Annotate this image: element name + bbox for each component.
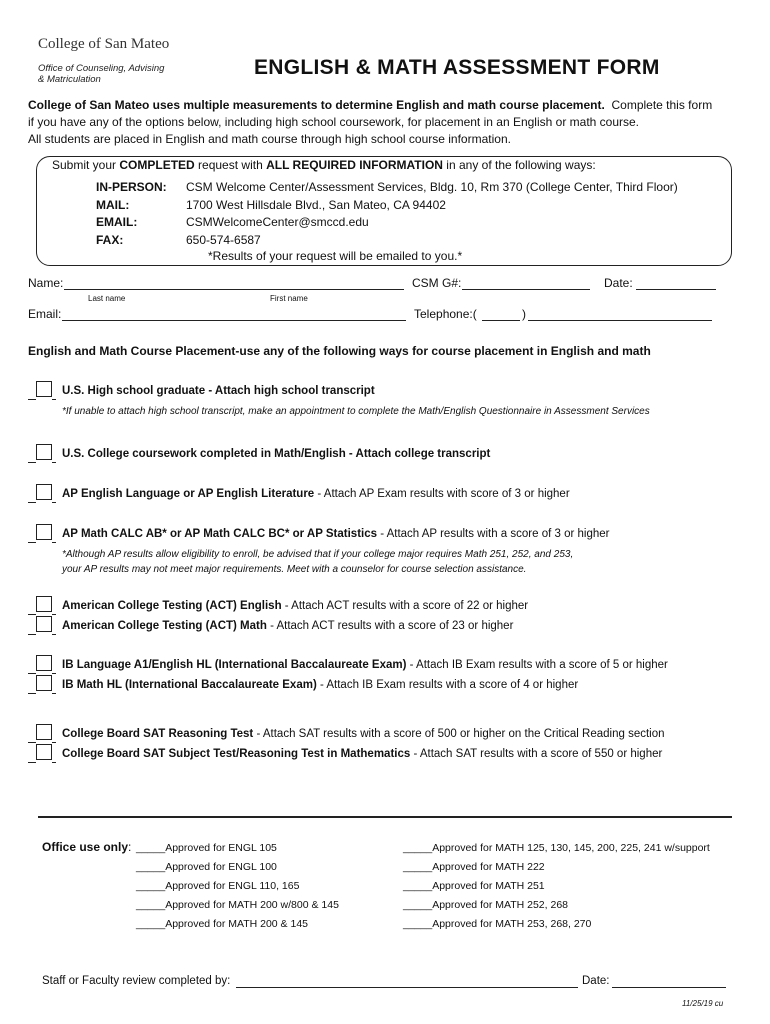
method-label-fax: FAX: (96, 233, 124, 247)
intro-bold: College of San Mateo uses multiple measurements to determine English and math course placement. (28, 98, 605, 112)
office-left-0-blank: _____ (136, 842, 166, 854)
office-left-3-blank: _____ (136, 899, 166, 911)
submit-mid: request with (194, 158, 267, 172)
option-row-ap-math (28, 524, 56, 543)
name-label: Name: (28, 276, 64, 290)
method-label-mail: MAIL: (96, 198, 130, 212)
option-row-college (28, 444, 56, 463)
office-left-2[interactable] (136, 880, 299, 892)
option-ap-math-label: AP Math CALC AB* or AP Math CALC BC* or AP Statistics (62, 528, 378, 540)
section-divider (38, 816, 732, 818)
page-title: ENGLISH & MATH ASSESSMENT FORM (254, 56, 660, 79)
office-left-4-blank: _____ (136, 918, 166, 930)
office-left-4[interactable] (136, 918, 308, 930)
telephone-label: Telephone:( (414, 307, 477, 321)
office-right-1-blank: _____ (403, 861, 433, 873)
ib-english-checkbox[interactable] (36, 655, 52, 671)
office-left-3-label: Approved for MATH 200 w/800 & 145 (165, 899, 339, 911)
office-left-2-blank: _____ (136, 880, 166, 892)
option-sat-reasoning-text (62, 728, 665, 740)
intro-paragraph (28, 97, 748, 148)
option-row-ib-english (28, 655, 56, 674)
option-ib-math-label: IB Math HL (International Baccalaureate Exam) (62, 679, 317, 691)
option-act-math-text (62, 620, 513, 632)
hs-note: *If unable to attach high school transcript, make an appointment to complete the Math/English Questionnaire in Assessment Services (62, 406, 650, 417)
ap-note-line2: your AP results may not meet major requirements. Meet with a counselor for course selection assistance. (62, 564, 527, 575)
ib-math-checkbox[interactable] (36, 675, 52, 691)
staff-review-label: Staff or Faculty review completed by: (42, 975, 231, 987)
submit-completed: COMPLETED (119, 158, 195, 172)
email-field[interactable] (62, 305, 406, 321)
intro-line3: All students are placed in English and math course through high school course information. (28, 132, 511, 146)
office-right-3[interactable] (403, 899, 568, 911)
option-college-text (62, 448, 490, 460)
option-sat-math-text (62, 748, 662, 760)
intro-line1-rest: Complete this form (611, 98, 713, 112)
first-name-hint: First name (270, 294, 308, 303)
office-left-3[interactable] (136, 899, 339, 911)
option-row-ib-math (28, 675, 56, 694)
office-left-4-label: Approved for MATH 200 & 145 (165, 918, 308, 930)
staff-review-field[interactable] (236, 973, 578, 988)
option-row-sat-reasoning (28, 724, 56, 743)
office-left-1[interactable] (136, 861, 277, 873)
footer-date-label: Date: (582, 975, 610, 987)
ap-english-checkbox[interactable] (36, 484, 52, 500)
date-field[interactable] (636, 274, 716, 290)
office-left-0[interactable] (136, 842, 277, 854)
ap-math-checkbox[interactable] (36, 524, 52, 540)
option-act-english-text (62, 600, 528, 612)
office-use-colon: : (128, 840, 132, 854)
office-right-1[interactable] (403, 861, 545, 873)
office-right-0[interactable] (403, 842, 710, 854)
option-ap-english-detail: - Attach AP Exam results with score of 3 or higher (314, 488, 570, 500)
option-ap-english-text (62, 488, 570, 500)
option-act-english-detail: - Attach ACT results with a score of 22 or higher (281, 600, 529, 612)
office-right-4[interactable] (403, 918, 591, 930)
telephone-paren: ) (522, 307, 526, 321)
submit-instructions (52, 158, 596, 172)
office-right-3-label: Approved for MATH 252, 268 (432, 899, 568, 911)
ap-note-line1: *Although AP results allow eligibility to enroll, be advised that if your college major requires Math 251, 252, and 253, (62, 549, 574, 560)
option-college-label: U.S. College coursework completed in Math/English - Attach college transcript (62, 448, 491, 460)
sat-math-checkbox[interactable] (36, 744, 52, 760)
csm-id-label: CSM G#: (412, 276, 462, 290)
option-sat-reasoning-label: College Board SAT Reasoning Test (62, 728, 254, 740)
area-code-field[interactable] (482, 305, 520, 321)
method-value-email[interactable]: CSMWelcomeCenter@smccd.edu (186, 215, 369, 229)
office-right-1-label: Approved for MATH 222 (432, 861, 545, 873)
results-footnote: *Results of your request will be emailed to you.* (208, 249, 463, 263)
office-right-4-label: Approved for MATH 253, 268, 270 (432, 918, 592, 930)
last-name-hint: Last name (88, 294, 126, 303)
option-row-ap-english (28, 484, 56, 503)
option-ap-math-text (62, 528, 609, 540)
option-row-hs (28, 381, 56, 400)
office-use-label: Office use only (42, 840, 129, 854)
method-value-mail: 1700 West Hillsdale Blvd., San Mateo, CA 94402 (186, 198, 446, 212)
office-right-2[interactable] (403, 880, 545, 892)
office-right-2-blank: _____ (403, 880, 433, 892)
option-ib-english-detail: - Attach IB Exam results with a score of 5 or higher (406, 659, 668, 671)
option-act-math-detail: - Attach ACT results with a score of 23 or higher (266, 620, 514, 632)
option-sat-reasoning-detail: - Attach SAT results with a score of 500 or higher on the Critical Reading section (253, 728, 665, 740)
intro-line2: if you have any of the options below, including high school coursework, for placement in an English or math course. (28, 115, 640, 129)
option-ib-english-text (62, 659, 668, 671)
hs-transcript-checkbox[interactable] (36, 381, 52, 397)
method-label-inperson: IN-PERSON: (96, 180, 167, 194)
option-hs-text (62, 385, 375, 397)
office-right-4-blank: _____ (403, 918, 433, 930)
option-sat-math-label: College Board SAT Subject Test/Reasoning Test in Mathematics (62, 748, 411, 760)
option-ib-english-label: IB Language A1/English HL (International Baccalaureate Exam) (62, 659, 407, 671)
option-ib-math-text (62, 679, 578, 691)
sat-reasoning-checkbox[interactable] (36, 724, 52, 740)
office-right-2-label: Approved for MATH 251 (432, 880, 545, 892)
office-left-2-label: Approved for ENGL 110, 165 (165, 880, 300, 892)
act-english-checkbox[interactable] (36, 596, 52, 612)
form-version: 11/25/19 cu (682, 999, 724, 1008)
method-value-inperson: CSM Welcome Center/Assessment Services, Bldg. 10, Rm 370 (College Center, Third Floor) (186, 180, 678, 194)
office-name-line1: Office of Counseling, Advising (38, 63, 165, 74)
name-field[interactable] (64, 274, 404, 290)
office-right-0-blank: _____ (403, 842, 433, 854)
option-row-act-english (28, 596, 56, 615)
office-left-0-label: Approved for ENGL 105 (165, 842, 277, 854)
csm-id-field[interactable] (462, 274, 590, 290)
submit-prefix: Submit your (52, 158, 120, 172)
act-math-checkbox[interactable] (36, 616, 52, 632)
option-sat-math-detail: - Attach SAT results with a score of 550 or higher (410, 748, 663, 760)
office-name-line2: & Matriculation (38, 74, 101, 85)
office-left-1-blank: _____ (136, 861, 166, 873)
method-label-email: EMAIL: (96, 215, 138, 229)
option-ib-math-detail: - Attach IB Exam results with a score of 4 or higher (316, 679, 579, 691)
option-row-sat-math (28, 744, 56, 763)
option-ap-english-label: AP English Language or AP English Literature (62, 488, 315, 500)
method-value-fax: 650-574-6587 (186, 233, 261, 247)
college-transcript-checkbox[interactable] (36, 444, 52, 460)
option-row-act-math (28, 616, 56, 635)
date-label: Date: (604, 276, 633, 290)
college-logo: College of San Mateo (38, 36, 170, 52)
footer-date-field[interactable] (612, 973, 726, 988)
section-heading: English and Math Course Placement-use any of the following ways for course placement in English and math (28, 344, 651, 358)
option-act-math-label: American College Testing (ACT) Math (62, 620, 267, 632)
office-use-heading (42, 840, 131, 854)
option-ap-math-detail: - Attach AP results with a score of 3 or higher (377, 528, 610, 540)
office-right-3-blank: _____ (403, 899, 433, 911)
telephone-field[interactable] (528, 305, 712, 321)
office-right-0-label: Approved for MATH 125, 130, 145, 200, 225, 241 w/support (432, 842, 710, 854)
submit-required: ALL REQUIRED INFORMATION (266, 158, 443, 172)
submit-suffix: in any of the following ways: (442, 158, 596, 172)
email-label: Email: (28, 307, 62, 321)
option-hs-label: U.S. High school graduate - Attach high school transcript (62, 385, 375, 397)
option-act-english-label: American College Testing (ACT) English (62, 600, 282, 612)
office-left-1-label: Approved for ENGL 100 (165, 861, 277, 873)
